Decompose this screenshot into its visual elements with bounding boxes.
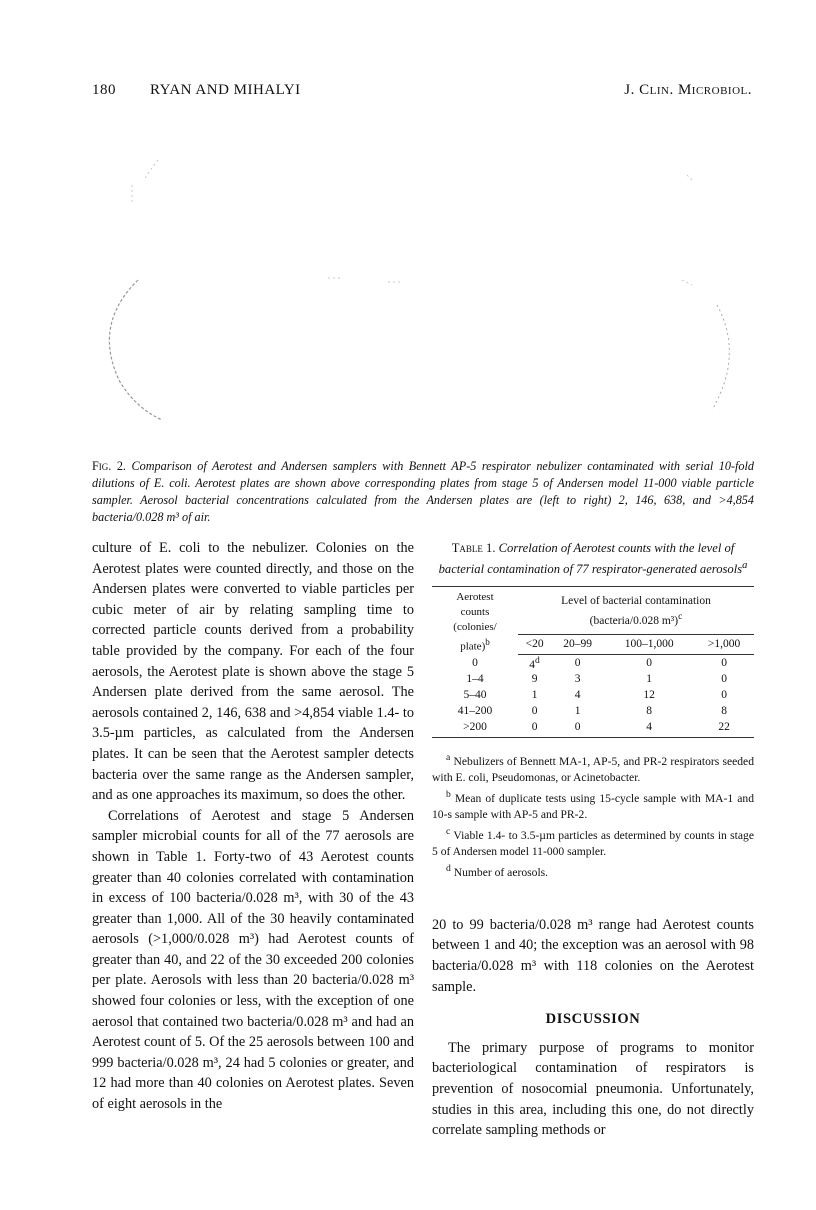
table-cell: 0 (531, 705, 538, 718)
table-cell: 3 (574, 673, 581, 686)
footnote-mark: c (446, 826, 451, 838)
table-cell: 0 (721, 673, 727, 686)
row-label: 41–200 (457, 705, 493, 718)
footnote-text: Mean of duplicate tests using 15-cycle sample with MA-1 and 10-s sample with AP-5 and PR-2. (432, 792, 754, 822)
table-row (432, 687, 754, 703)
table-cell: 1 (574, 705, 581, 718)
table-cell: 9 (531, 673, 538, 686)
figure-2-faint-plates (92, 140, 752, 440)
plate-edge-mark (687, 175, 692, 180)
plate-outline-right (712, 305, 729, 410)
table-cell (518, 655, 551, 672)
footnote-text: Nebulizers of Bennett MA-1, AP-5, and PR-2 respirators seeded with E. coli, Pseudomonas, or Acinetobacter. (432, 755, 755, 785)
body-paragraph: The primary purpose of programs to monitor bacteriological contamination of respirators is prevention of nosocomial pneumonia. Unfortunately, studies in this area, including this one, do not directly correlate sampling methods or (432, 1039, 754, 1139)
figure-caption (92, 458, 754, 526)
row-label: 1–4 (466, 673, 484, 686)
footnote-mark: a (446, 752, 451, 764)
table-row (432, 671, 754, 687)
row-label: >200 (432, 719, 518, 738)
running-authors: RYAN AND MIHALYI (150, 82, 301, 98)
level-header: Level of bacterial contamination (561, 595, 711, 608)
table-cell: 0 (721, 689, 727, 702)
row-label: 0 (472, 657, 478, 670)
table-cell: 4 (574, 689, 581, 702)
table-cell: 8 (646, 705, 653, 718)
footnote-mark: b (446, 789, 451, 801)
page-number: 180 (92, 82, 116, 98)
table-cell: 0 (518, 719, 551, 738)
table-1 (432, 586, 754, 738)
column-header: 20–99 (551, 634, 604, 655)
footnote-text: Number of aerosols. (453, 865, 549, 879)
level-unit: (bacteria/0.028 m³) (589, 615, 679, 628)
body-paragraph: Correlations of Aerotest and stage 5 Andersen sampler microbial counts for all of the 77 aerosols are shown in Table 1. Forty-two of 43 Aerotest counts greater than 40 colonies correlated with contamination in excess of 100 bacteria/0.028 m³, with 30 of the 43 greater than 1,000. All of the 30 heavily contaminated aerosols (>1,000/0.028 m³) had Aerotest counts of greater than 40, and 22 of the 30 exceeded 200 colonies per plate. Aerosols with less than 20 bacteria/0.028 m³ showed four colonies or less, with the exception of one aerosol that contained two bacteria/0.028 m³ and had an Aerotest count of 5. Of the 25 aerosols between 100 and 999 bacteria/0.028 m³, 24 had 5 colonies or greater, and 12 had more than 40 colonies on Aerotest plates. Seven of eight aerosols in the (92, 807, 414, 1113)
plate-edge-mark (682, 280, 692, 285)
table-cell: 0 (646, 657, 653, 670)
row-header-line: Aerotest (456, 591, 494, 604)
table-footnote (432, 787, 754, 823)
footnote-mark: a (742, 560, 748, 571)
table-cell: 22 (694, 719, 754, 738)
left-column (92, 538, 414, 1115)
level-header-cell (518, 587, 754, 634)
column-header: <20 (518, 634, 551, 655)
plate-edge-mark (144, 160, 158, 180)
row-label: 5–40 (463, 689, 487, 702)
table-row (432, 719, 754, 738)
table-cell: 1 (646, 673, 653, 686)
table-label: Table 1. (451, 541, 496, 555)
running-header (92, 82, 752, 104)
journal-name: J. Clin. Microbiol. (624, 82, 752, 98)
table-row (432, 703, 754, 719)
footnote-mark: c (678, 611, 683, 623)
table-footnote (432, 824, 754, 860)
table-row (432, 655, 754, 672)
table-footnote (432, 861, 754, 881)
footnote-mark: d (535, 655, 540, 667)
table-cell: 0 (551, 719, 604, 738)
cell-value: 4 (529, 659, 536, 672)
table-footnote (432, 750, 754, 786)
table-footnotes (432, 750, 754, 880)
footnote-mark: d (446, 862, 451, 874)
table-cell: 12 (643, 689, 655, 702)
table-cell: 4 (604, 719, 694, 738)
table-header-row (432, 587, 754, 634)
figure-caption-text: Comparison of Aerotest and Andersen samplers with Bennett AP-5 respirator nebulizer contaminated with serial 10-fold dilutions of E. coli. Aerotest plates are shown above corresponding plates from stage 5 of Andersen model 11-000 viable particle sampler. Aerosol bacterial concentrations calculated from the Andersen plates are (left to right) 2, 146, 638, and >4,854 bacteria/0.028 m³ of air. (92, 459, 755, 524)
table-cell: 1 (531, 689, 538, 702)
footnote-text: Viable 1.4- to 3.5-µm particles as determined by counts in stage 5 of Andersen model 11-000 sampler. (432, 828, 754, 858)
right-body-text (432, 915, 754, 1141)
right-column (432, 538, 754, 1141)
row-header-line: (colonies/ (453, 621, 497, 634)
column-header: >1,000 (694, 634, 754, 655)
row-header-line: counts (460, 606, 490, 619)
table-cell: 8 (721, 705, 727, 718)
figure-2-image (92, 140, 752, 440)
column-header: 100–1,000 (604, 634, 694, 655)
footnote-mark: b (485, 637, 490, 648)
table-cell: 0 (574, 657, 581, 670)
section-heading: DISCUSSION (545, 1011, 641, 1028)
figure-label: Fig. 2. (92, 459, 126, 473)
plate-outline-left (109, 280, 162, 420)
table-title (432, 540, 754, 578)
body-paragraph: culture of E. coli to the nebulizer. Colonies on the Aerotest plates were counted directly, and those on the Andersen plates were converted to viable particles per cubic meter of air by relating sampling time to corrected particle counts derived from a probability table provided by the company. For each of the four aerosols, the Aerotest plate is shown above the stage 5 Andersen plate derived from the same aerosol. The aerosols contained 2, 146, 638 and >4,854 viable 1.4- to 3.5-µm particles, as calculated from the Andersen plates. It can be seen that the Aerotest sampler detects bacteria over the same range as the Andersen sampler, and as one approaches its maximum, so does the other. (92, 540, 414, 804)
table-title-text: Correlation of Aerotest counts with the level of bacterial contamination of 77 respirator-generated aerosols (438, 541, 743, 577)
row-header-cell (432, 587, 518, 655)
table-cell: 0 (721, 657, 727, 670)
row-header-line: plate) (460, 640, 486, 653)
body-paragraph: 20 to 99 bacteria/0.028 m³ range had Aerotest counts between 1 and 40; the exception was an aerosol with 98 bacteria/0.028 m³ with 118 colonies on the Aerotest sample. (432, 916, 754, 995)
